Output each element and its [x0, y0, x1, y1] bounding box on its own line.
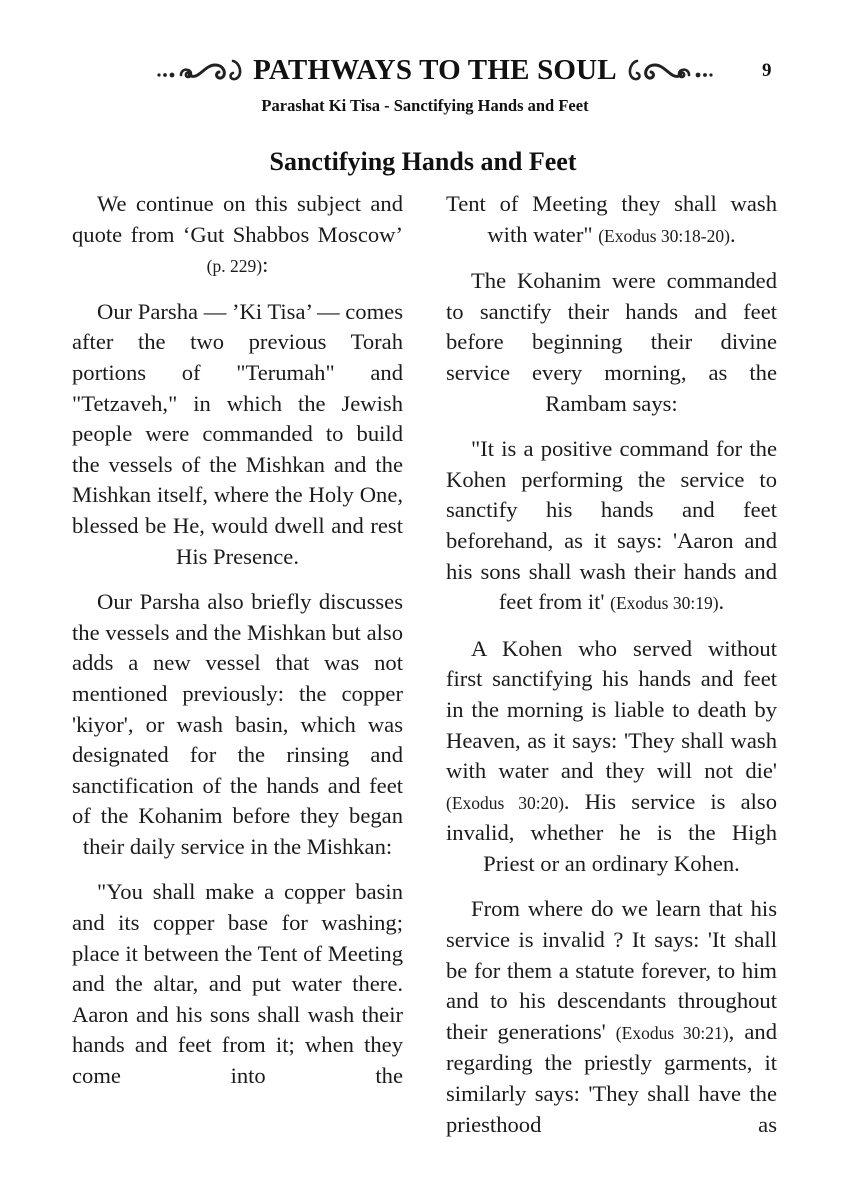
ornament-right-icon — [621, 55, 715, 85]
paragraph-text: , and regarding the priestly garments, it similarly says: 'They shall have the priesthood as — [446, 1018, 777, 1137]
paragraph-text: The Kohanim were commanded to sanctify their hands and feet before beginning their divine service every morning, as the Rambam says: — [446, 268, 777, 416]
page-number: 9 — [762, 60, 772, 81]
publication-title: PATHWAYS TO THE SOUL — [253, 54, 617, 86]
citation: (p. 229) — [206, 256, 263, 277]
paragraph — [72, 297, 403, 572]
article-title: Sanctifying Hands and Feet — [269, 147, 577, 176]
paragraph-text: : — [262, 252, 269, 278]
paragraph — [446, 634, 777, 880]
section-subtitle: Parashat Ki Tisa - Sanctifying Hands and Feet — [261, 96, 589, 115]
paragraph-text: Tent of Meeting they shall wash with water" — [446, 191, 777, 247]
citation: (Exodus 30:20) — [446, 792, 564, 813]
paragraph-text: A Kohen who served without first sanctifying his hands and feet in the morning is liable to death by Heaven, as it says: 'They shall wash with water and they will not die' — [446, 635, 777, 784]
paragraph-text: We continue on this subject and quote from ‘Gut Shabbos Moscow’ — [72, 191, 403, 247]
paragraph-text: . — [729, 221, 736, 247]
paragraph-text: Our Parsha also briefly discusses the vessels and the Mishkan but also adds a new vessel that was not mentioned previously: the copper 'kiyor', or wash basin, which was designated for the rinsing and sanctification of the hands and feet of the Kohanim before they began their daily service in the Mishkan: — [72, 589, 403, 859]
paragraph — [446, 894, 777, 1140]
paragraph — [72, 587, 403, 862]
paragraph — [446, 266, 777, 419]
running-header — [0, 52, 846, 92]
header-title-row — [130, 52, 740, 88]
citation: (Exodus 30:21) — [615, 1022, 729, 1043]
paragraph-text: Our Parsha — ’Ki Tisa’ — comes after the two previous Torah portions of "Terumah" and "Tetzaveh," in which the Jewish people were commanded to build the vessels of the Mishkan and the Mishkan itself, where the Holy One, blessed be He, would dwell and rest His Presence. — [72, 298, 403, 569]
paragraph — [446, 434, 777, 619]
citation: (Exodus 30:19) — [610, 593, 719, 614]
right-column — [446, 189, 777, 1155]
paragraph-continued — [446, 189, 777, 251]
paragraph-text: "It is a positive command for the Kohen performing the service to sanctify his hands and feet beforehand, as it says: 'Aaron and his sons shall wash their hands and feet from it' — [446, 436, 777, 615]
paragraph — [72, 877, 403, 1091]
paragraph-text: . — [718, 589, 725, 615]
ornament-left-icon — [155, 55, 249, 85]
paragraph-text: "You shall make a copper basin and its copper base for washing; place it between the Tent of Meeting and the altar, and put water there. Aaron and his sons shall wash their hands and feet from it; when they come into the — [72, 879, 403, 1089]
paragraph-text: From where do we learn that his service is invalid ? It says: 'It shall be for them a statute forever, to him and to his descendants throughout their generations' — [446, 896, 777, 1044]
left-column — [72, 189, 403, 1107]
paragraph-text: . His service is also invalid, whether he is the High Priest or an ordinary Kohen. — [446, 788, 777, 876]
citation: (Exodus 30:18-20) — [598, 225, 730, 246]
paragraph — [72, 189, 403, 282]
